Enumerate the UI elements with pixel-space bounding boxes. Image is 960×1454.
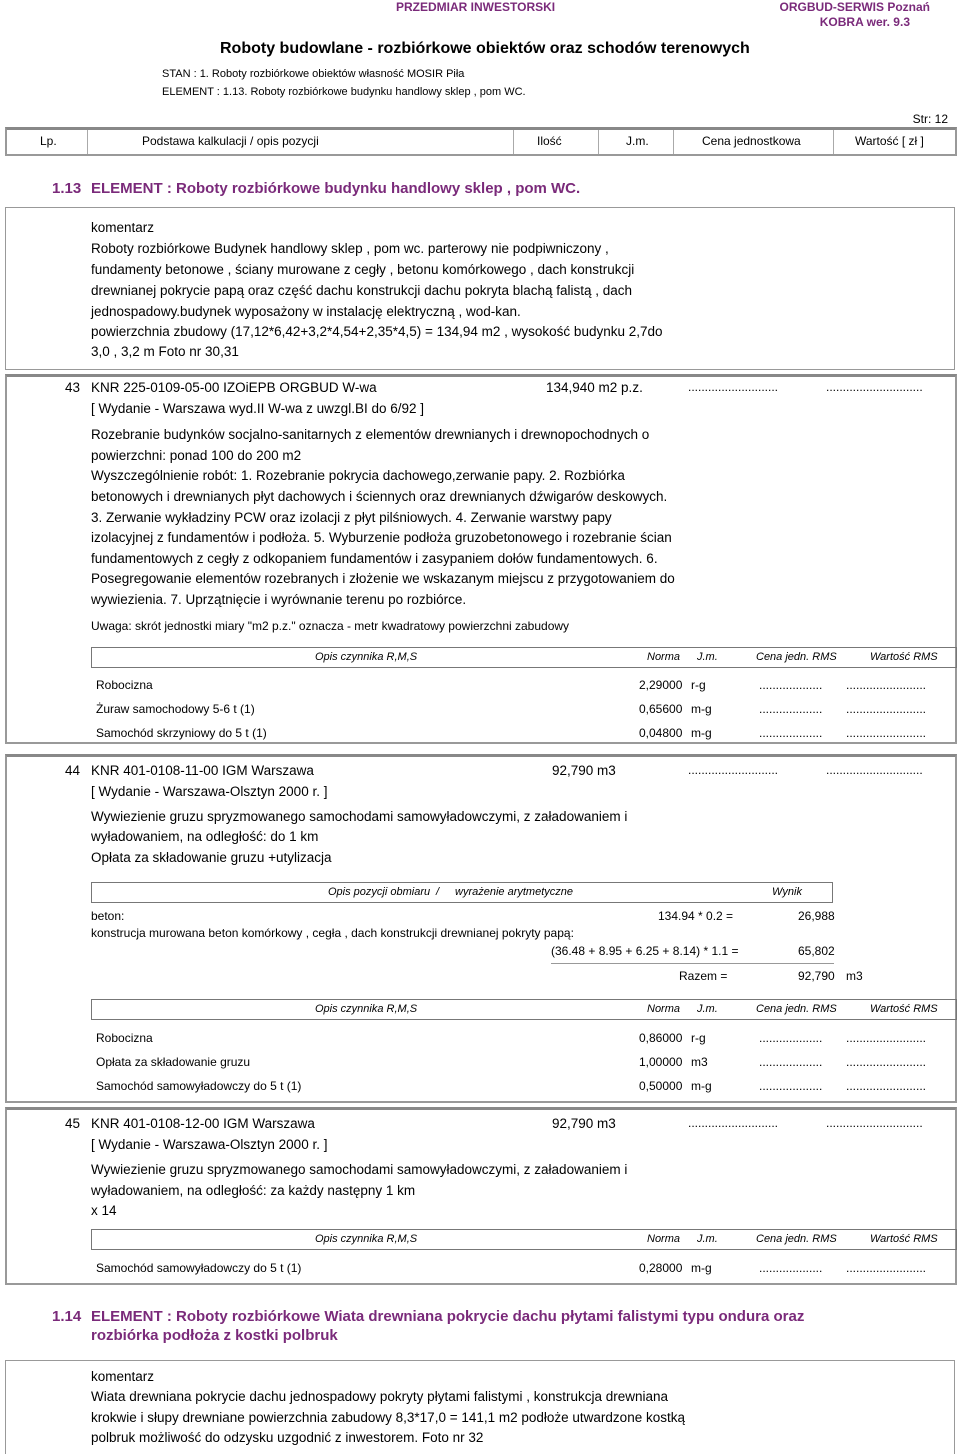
comment-line: 3,0 , 3,2 m Foto nr 30,31 — [91, 344, 239, 359]
value-dots: ............................. — [826, 380, 923, 394]
position-number: 43 — [65, 380, 81, 395]
rms-name: Samochód skrzyniowy do 5 t (1) — [96, 726, 267, 740]
rms-wartosc: ........................ — [846, 1261, 927, 1275]
comment-line: krokwie i słupy drewniane powierzchnia zabudowy 8,3*17,0 = 141,1 m2 podłoże utwardzone kostką — [91, 1410, 685, 1425]
rms-jm: r-g — [691, 1031, 706, 1045]
desc-line: Posegregowanie elementów rozebranych i złożenie we wskazanym miejscu z przygotowaniem do — [91, 571, 675, 586]
rms-jm: m-g — [691, 1261, 712, 1275]
edition: [ Wydanie - Warszawa-Olsztyn 2000 r. ] — [91, 784, 328, 799]
rms-jm: m-g — [691, 702, 712, 716]
section-title: ELEMENT : Roboty rozbiórkowe budynku handlowy sklep , pom WC. — [91, 180, 581, 197]
rms-col-norma: Norma — [647, 1233, 681, 1245]
rms-col-opis: Opis czynnika R,M,S — [315, 1233, 418, 1245]
edition: [ Wydanie - Warszawa-Olsztyn 2000 r. ] — [91, 1137, 328, 1152]
rms-jm: m-g — [691, 1079, 712, 1093]
position-number: 45 — [65, 1116, 81, 1131]
rms-col-jm: J.m. — [697, 1003, 718, 1015]
software-version: KOBRA wer. 9.3 — [819, 15, 910, 29]
rms-col-wartosc: Wartość RMS — [870, 1233, 938, 1245]
rms-wartosc: ........................ — [846, 1079, 927, 1093]
desc-line: Opłata za składowanie gruzu +utylizacja — [91, 850, 332, 865]
comment-line: Wiata drewniana pokrycie dachu jednospadowy pokryty płytami falistymi , konstrukcja drewniana — [91, 1389, 669, 1404]
rms-norma: 0,50000 — [639, 1079, 683, 1093]
value-dots: ............................. — [826, 1116, 923, 1130]
desc-line: wywiezienia. 7. Uprzątnięcie i wyrównanie terenu po rozbiórce. — [91, 592, 467, 607]
desc-line: Rozebranie budynków socjalno-sanitarnych z elementów drewnianych i drewnopochodnych o — [91, 427, 650, 442]
rms-jm: m-g — [691, 726, 712, 740]
quantity: 92,790 m3 — [552, 1116, 616, 1131]
obmiar-col-wynik: Wynik — [772, 886, 802, 898]
comment-line: drewnianej pokrycie papą oraz część dachu konstrukcji dachu pokryta blachą falistą , dach — [91, 283, 633, 298]
desc-line: wyładowaniem, na odległość: do 1 km — [91, 829, 319, 844]
section-number: 1.14 — [52, 1308, 82, 1325]
desc-line: powierzchni: ponad 100 do 200 m2 — [91, 448, 302, 463]
rms-col-opis: Opis czynnika R,M,S — [315, 651, 418, 663]
total-label: Razem = — [679, 969, 728, 983]
rms-name: Samochód samowyładowczy do 5 t (1) — [96, 1079, 302, 1093]
desc-line: betonowych i drewnianych płyt dachowych i ściennych oraz drewnianych dźwigarów deskowych. — [91, 489, 668, 504]
rms-cena: ................... — [759, 726, 823, 740]
price-dots: ........................... — [688, 763, 779, 777]
document-title: Roboty budowlane - rozbiórkowe obiektów oraz schodów terenowych — [220, 40, 750, 57]
rms-name: Żuraw samochodowy 5-6 t (1) — [96, 702, 255, 716]
rms-cena: ................... — [759, 1079, 823, 1093]
rms-name: Opłata za składowanie gruzu — [96, 1055, 251, 1069]
rms-col-cena: Cena jedn. RMS — [756, 651, 837, 663]
desc-line: Wyszczególnienie robót: 1. Rozebranie pokrycia dachowego,zerwanie papy. 2. Rozbiórka — [91, 468, 625, 483]
rms-col-cena: Cena jedn. RMS — [756, 1233, 837, 1245]
obmiar-expression: (36.48 + 8.95 + 6.25 + 8.14) * 1.1 = — [551, 944, 739, 958]
rms-col-jm: J.m. — [697, 651, 718, 663]
rms-wartosc: ........................ — [846, 678, 927, 692]
obmiar-result: 26,988 — [798, 909, 835, 923]
rms-norma: 0,28000 — [639, 1261, 683, 1275]
col-lp: Lp. — [40, 134, 57, 148]
rms-cena: ................... — [759, 1031, 823, 1045]
col-ilosc: Ilość — [537, 134, 562, 148]
desc-line: Wywiezienie gruzu spryzmowanego samochodami samowyładowczymi, z załadowaniem i — [91, 1162, 628, 1177]
obmiar-expression: 134.94 * 0.2 = — [658, 909, 734, 923]
col-podstawa: Podstawa kalkulacji / opis pozycji — [142, 134, 319, 148]
desc-line: 3. Zerwanie wykładziny PCW oraz izolacji z płyt pilśniowych. 4. Zerwanie warstwy papy — [91, 510, 612, 525]
page-number: Str: 12 — [912, 112, 948, 126]
rms-col-norma: Norma — [647, 1003, 681, 1015]
doc-type: PRZEDMIAR INWESTORSKI — [396, 0, 556, 14]
comment-line: Roboty rozbiórkowe Budynek handlowy sklep , pom wc. parterowy nie podpiwniczony , — [91, 241, 609, 256]
rms-name: Robocizna — [96, 1031, 153, 1045]
total-value: 92,790 — [798, 969, 835, 983]
rms-jm: r-g — [691, 678, 706, 692]
rms-cena: ................... — [759, 702, 823, 716]
rms-jm: m3 — [691, 1055, 708, 1069]
rms-col-wartosc: Wartość RMS — [870, 651, 938, 663]
rms-col-cena: Cena jedn. RMS — [756, 1003, 837, 1015]
obmiar-label: beton: — [91, 909, 125, 923]
desc-line: wyładowaniem, na odległość: za każdy następny 1 km — [91, 1183, 416, 1198]
rms-norma: 2,29000 — [639, 678, 683, 692]
rms-col-opis: Opis czynnika R,M,S — [315, 1003, 418, 1015]
section-title: ELEMENT : Roboty rozbiórkowe Wiata drewniana pokrycie dachu płytami falistymi typu ondura oraz — [91, 1308, 805, 1325]
comment-line: jednospadowy.budynek wyposażony w instalację elektryczną , wod-kan. — [91, 304, 521, 319]
section-title-cont: rozbiórka podłoża z kostki polbruk — [91, 1327, 338, 1344]
rms-norma: 0,65600 — [639, 702, 683, 716]
rms-norma: 1,00000 — [639, 1055, 683, 1069]
rms-name: Samochód samowyładowczy do 5 t (1) — [96, 1261, 302, 1275]
price-dots: ........................... — [688, 1116, 779, 1130]
rms-wartosc: ........................ — [846, 1055, 927, 1069]
rms-wartosc: ........................ — [846, 702, 927, 716]
col-cena: Cena jednostkowa — [702, 134, 801, 148]
rms-col-norma: Norma — [647, 651, 681, 663]
total-unit: m3 — [846, 969, 863, 983]
obmiar-col-slash: / — [436, 886, 440, 898]
comment-label: komentarz — [91, 1369, 155, 1384]
obmiar-col-opis: Opis pozycji obmiaru — [328, 886, 431, 898]
rms-col-jm: J.m. — [697, 1233, 718, 1245]
rms-wartosc: ........................ — [846, 1031, 927, 1045]
edition: [ Wydanie - Warszawa wyd.II W-wa z uwzgl.BI do 6/92 ] — [91, 401, 424, 416]
desc-line: Wywiezienie gruzu spryzmowanego samochodami samowyładowczymi, z załadowaniem i — [91, 809, 628, 824]
rms-cena: ................... — [759, 1055, 823, 1069]
col-jm: J.m. — [626, 134, 649, 148]
obmiar-result: 65,802 — [798, 944, 835, 958]
quantity: 92,790 m3 — [552, 763, 616, 778]
desc-line: fundamentowych z cegły z odkopaniem fundamentów i zasypaniem dołów fundamentowych. 6. — [91, 551, 658, 566]
company-name: ORGBUD-SERWIS Poznań — [779, 0, 930, 14]
obmiar-col-wyrazenie: wyrażenie arytmetyczne — [455, 886, 573, 898]
quantity: 134,940 m2 p.z. — [546, 380, 643, 395]
col-wartosc: Wartość [ zł ] — [855, 134, 924, 148]
desc-line: izolacyjnej z fundamentów i podłoża. 5. Wyburzenie podłoża gruzobetonowego i rozebranie ścian — [91, 530, 672, 545]
rms-cena: ................... — [759, 1261, 823, 1275]
desc-line: x 14 — [91, 1203, 117, 1218]
value-dots: ............................. — [826, 763, 923, 777]
element-line: ELEMENT : 1.13. Roboty rozbiórkowe budynku handlowy sklep , pom WC. — [162, 86, 526, 98]
comment-line: polbruk możliwość do odzysku uzgodnić z inwestorem. Foto nr 32 — [91, 1430, 484, 1445]
rms-wartosc: ........................ — [846, 726, 927, 740]
rms-col-wartosc: Wartość RMS — [870, 1003, 938, 1015]
position-number: 44 — [65, 763, 81, 778]
rms-norma: 0,04800 — [639, 726, 683, 740]
rms-name: Robocizna — [96, 678, 153, 692]
unit-note: Uwaga: skrót jednostki miary "m2 p.z." oznacza - metr kwadratowy powierzchni zabudowy — [91, 619, 570, 633]
knr-code: KNR 401-0108-12-00 IGM Warszawa — [91, 1116, 315, 1131]
rms-cena: ................... — [759, 678, 823, 692]
comment-line: fundamenty betonowe , ściany murowane z cegły , betonu komórkowego , dach konstrukcji — [91, 262, 635, 277]
knr-code: KNR 225-0109-05-00 IZOiEPB ORGBUD W-wa — [91, 380, 377, 395]
obmiar-label: konstrucja murowana beton komórkowy , cegła , dach konstrukcji drewnianej pokryty papą: — [91, 926, 574, 940]
comment-line: powierzchnia zbudowy (17,12*6,42+3,2*4,54+2,35*4,5) = 134,94 m2 , wysokość budynku 2,7do — [91, 324, 663, 339]
section-number: 1.13 — [52, 180, 82, 197]
price-dots: ........................... — [688, 380, 779, 394]
knr-code: KNR 401-0108-11-00 IGM Warszawa — [91, 763, 314, 778]
rms-norma: 0,86000 — [639, 1031, 683, 1045]
comment-label: komentarz — [91, 220, 155, 235]
stan-line: STAN : 1. Roboty rozbiórkowe obiektów własność MOSIR Piła — [162, 68, 465, 80]
